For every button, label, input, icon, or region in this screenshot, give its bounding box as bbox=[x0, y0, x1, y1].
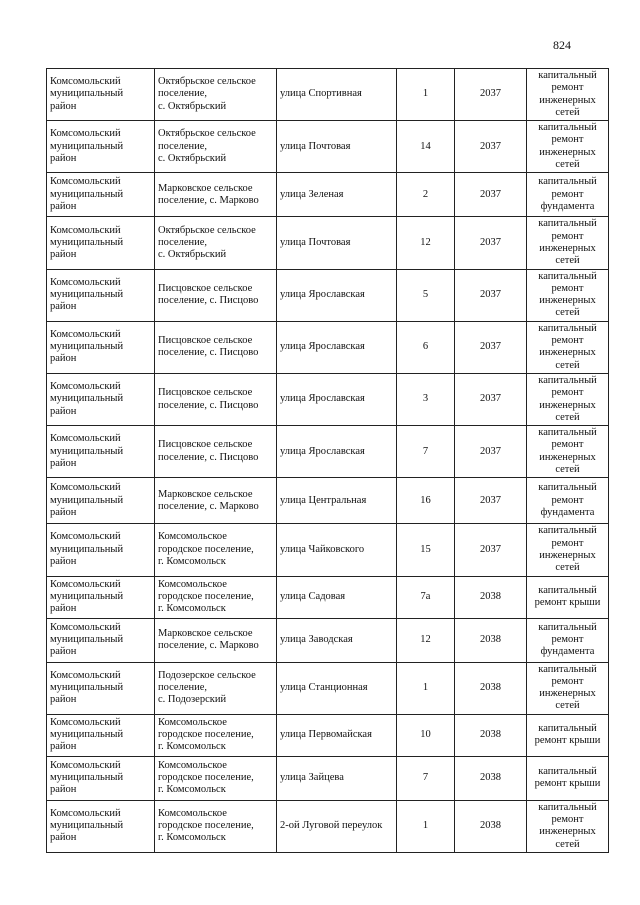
table-row bbox=[47, 662, 609, 714]
work-type-cell: капитальный ремонт инженерных сетей bbox=[527, 321, 609, 373]
street-cell: улица Первомайская bbox=[277, 714, 397, 756]
street-cell: 2-ой Луговой переулок bbox=[277, 800, 397, 852]
settlement-cell: Октябрьское сельское поселение, с. Октябрьский bbox=[155, 217, 277, 269]
table-row bbox=[47, 217, 609, 269]
district-cell: Комсомольский муниципальный район bbox=[47, 426, 155, 478]
work-type-cell: капитальный ремонт крыши bbox=[527, 576, 609, 618]
settlement-cell: Комсомольское городское поселение, г. Комсомольск bbox=[155, 576, 277, 618]
year-cell: 2038 bbox=[455, 662, 527, 714]
settlement-cell: Комсомольское городское поселение, г. Комсомольск bbox=[155, 800, 277, 852]
street-cell: улица Садовая bbox=[277, 576, 397, 618]
house-number-cell: 2 bbox=[397, 173, 455, 217]
year-cell: 2038 bbox=[455, 714, 527, 756]
street-cell: улица Ярославская bbox=[277, 321, 397, 373]
district-cell: Комсомольский муниципальный район bbox=[47, 756, 155, 800]
district-cell: Комсомольский муниципальный район bbox=[47, 217, 155, 269]
year-cell: 2037 bbox=[455, 269, 527, 321]
settlement-cell: Комсомольское городское поселение, г. Комсомольск bbox=[155, 714, 277, 756]
year-cell: 2037 bbox=[455, 524, 527, 576]
year-cell: 2038 bbox=[455, 576, 527, 618]
house-number-cell: 12 bbox=[397, 217, 455, 269]
repair-schedule-table bbox=[46, 68, 609, 853]
house-number-cell: 1 bbox=[397, 800, 455, 852]
table-row bbox=[47, 524, 609, 576]
settlement-cell: Комсомольское городское поселение, г. Комсомольск bbox=[155, 524, 277, 576]
work-type-cell: капитальный ремонт инженерных сетей bbox=[527, 373, 609, 425]
year-cell: 2038 bbox=[455, 618, 527, 662]
district-cell: Комсомольский муниципальный район bbox=[47, 714, 155, 756]
table-row bbox=[47, 618, 609, 662]
house-number-cell: 7а bbox=[397, 576, 455, 618]
street-cell: улица Ярославская bbox=[277, 373, 397, 425]
work-type-cell: капитальный ремонт инженерных сетей bbox=[527, 69, 609, 121]
street-cell: улица Ярославская bbox=[277, 426, 397, 478]
street-cell: улица Почтовая bbox=[277, 121, 397, 173]
table-row bbox=[47, 576, 609, 618]
table-row bbox=[47, 714, 609, 756]
house-number-cell: 14 bbox=[397, 121, 455, 173]
table-body bbox=[47, 69, 609, 853]
work-type-cell: капитальный ремонт инженерных сетей bbox=[527, 217, 609, 269]
settlement-cell: Писцовское сельское поселение, с. Писцово bbox=[155, 373, 277, 425]
work-type-cell: капитальный ремонт фундамента bbox=[527, 173, 609, 217]
settlement-cell: Марковское сельское поселение, с. Марково bbox=[155, 173, 277, 217]
year-cell: 2037 bbox=[455, 373, 527, 425]
district-cell: Комсомольский муниципальный район bbox=[47, 121, 155, 173]
district-cell: Комсомольский муниципальный район bbox=[47, 69, 155, 121]
district-cell: Комсомольский муниципальный район bbox=[47, 800, 155, 852]
district-cell: Комсомольский муниципальный район bbox=[47, 524, 155, 576]
district-cell: Комсомольский муниципальный район bbox=[47, 618, 155, 662]
work-type-cell: капитальный ремонт крыши bbox=[527, 714, 609, 756]
year-cell: 2038 bbox=[455, 800, 527, 852]
house-number-cell: 1 bbox=[397, 662, 455, 714]
street-cell: улица Заводская bbox=[277, 618, 397, 662]
year-cell: 2037 bbox=[455, 121, 527, 173]
table-row bbox=[47, 756, 609, 800]
district-cell: Комсомольский муниципальный район bbox=[47, 662, 155, 714]
house-number-cell: 10 bbox=[397, 714, 455, 756]
district-cell: Комсомольский муниципальный район bbox=[47, 373, 155, 425]
table-row bbox=[47, 800, 609, 852]
street-cell: улица Зайцева bbox=[277, 756, 397, 800]
house-number-cell: 6 bbox=[397, 321, 455, 373]
year-cell: 2037 bbox=[455, 173, 527, 217]
table-row bbox=[47, 321, 609, 373]
district-cell: Комсомольский муниципальный район bbox=[47, 269, 155, 321]
work-type-cell: капитальный ремонт инженерных сетей bbox=[527, 426, 609, 478]
settlement-cell: Октябрьское сельское поселение, с. Октябрьский bbox=[155, 121, 277, 173]
year-cell: 2038 bbox=[455, 756, 527, 800]
district-cell: Комсомольский муниципальный район bbox=[47, 173, 155, 217]
work-type-cell: капитальный ремонт инженерных сетей bbox=[527, 524, 609, 576]
work-type-cell: капитальный ремонт инженерных сетей bbox=[527, 121, 609, 173]
house-number-cell: 3 bbox=[397, 373, 455, 425]
street-cell: улица Ярославская bbox=[277, 269, 397, 321]
work-type-cell: капитальный ремонт фундамента bbox=[527, 618, 609, 662]
year-cell: 2037 bbox=[455, 478, 527, 524]
street-cell: улица Станционная bbox=[277, 662, 397, 714]
table-row bbox=[47, 121, 609, 173]
work-type-cell: капитальный ремонт инженерных сетей bbox=[527, 800, 609, 852]
street-cell: улица Зеленая bbox=[277, 173, 397, 217]
house-number-cell: 7 bbox=[397, 426, 455, 478]
table-row bbox=[47, 69, 609, 121]
settlement-cell: Комсомольское городское поселение, г. Комсомольск bbox=[155, 756, 277, 800]
table-row bbox=[47, 269, 609, 321]
work-type-cell: капитальный ремонт инженерных сетей bbox=[527, 662, 609, 714]
house-number-cell: 5 bbox=[397, 269, 455, 321]
settlement-cell: Октябрьское сельское поселение, с. Октябрьский bbox=[155, 69, 277, 121]
settlement-cell: Марковское сельское поселение, с. Марково bbox=[155, 478, 277, 524]
year-cell: 2037 bbox=[455, 217, 527, 269]
settlement-cell: Писцовское сельское поселение, с. Писцово bbox=[155, 426, 277, 478]
table-row bbox=[47, 426, 609, 478]
year-cell: 2037 bbox=[455, 69, 527, 121]
settlement-cell: Подозерское сельское поселение, с. Подозерский bbox=[155, 662, 277, 714]
street-cell: улица Спортивная bbox=[277, 69, 397, 121]
page-number: 824 bbox=[553, 38, 571, 52]
year-cell: 2037 bbox=[455, 426, 527, 478]
table-row bbox=[47, 373, 609, 425]
district-cell: Комсомольский муниципальный район bbox=[47, 576, 155, 618]
district-cell: Комсомольский муниципальный район bbox=[47, 321, 155, 373]
house-number-cell: 15 bbox=[397, 524, 455, 576]
year-cell: 2037 bbox=[455, 321, 527, 373]
settlement-cell: Марковское сельское поселение, с. Марково bbox=[155, 618, 277, 662]
work-type-cell: капитальный ремонт крыши bbox=[527, 756, 609, 800]
table-row bbox=[47, 173, 609, 217]
table-row bbox=[47, 478, 609, 524]
work-type-cell: капитальный ремонт инженерных сетей bbox=[527, 269, 609, 321]
house-number-cell: 12 bbox=[397, 618, 455, 662]
work-type-cell: капитальный ремонт фундамента bbox=[527, 478, 609, 524]
street-cell: улица Центральная bbox=[277, 478, 397, 524]
settlement-cell: Писцовское сельское поселение, с. Писцово bbox=[155, 321, 277, 373]
house-number-cell: 7 bbox=[397, 756, 455, 800]
street-cell: улица Почтовая bbox=[277, 217, 397, 269]
settlement-cell: Писцовское сельское поселение, с. Писцово bbox=[155, 269, 277, 321]
district-cell: Комсомольский муниципальный район bbox=[47, 478, 155, 524]
house-number-cell: 16 bbox=[397, 478, 455, 524]
street-cell: улица Чайковского bbox=[277, 524, 397, 576]
house-number-cell: 1 bbox=[397, 69, 455, 121]
